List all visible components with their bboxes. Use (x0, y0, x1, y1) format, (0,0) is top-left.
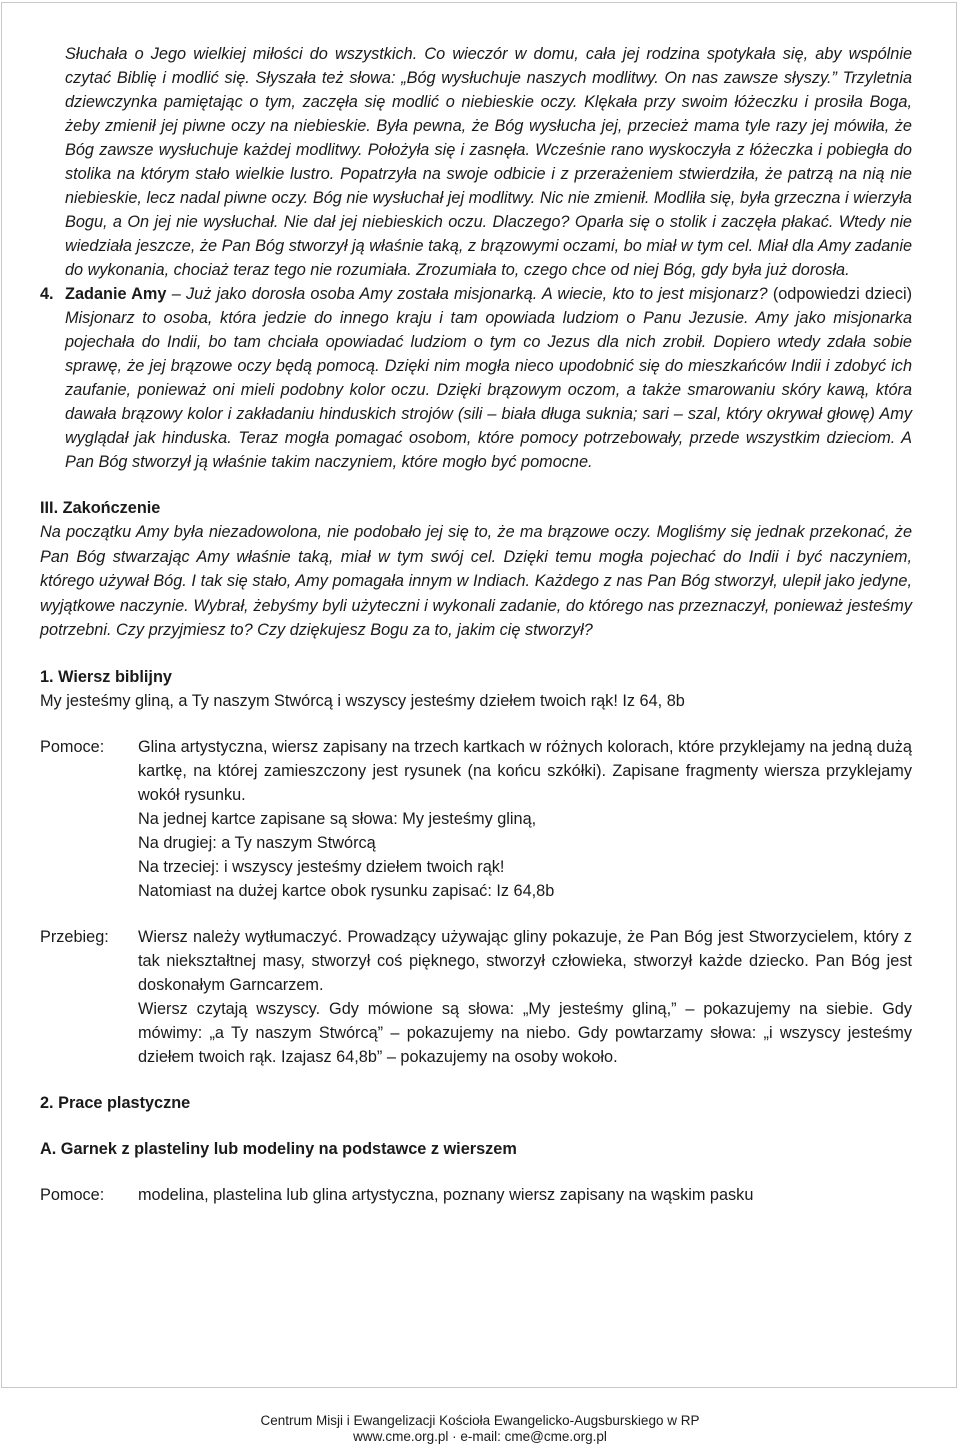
item-answer-prefix: (odpowiedzi dzieci) (767, 285, 912, 303)
pomoce-block (40, 735, 912, 903)
item-answer: Misjonarz to osoba, która jedzie do innego kraju i tam opowiada ludziom o Panu Jezusie. Amy jako misjonarka pojechała do Indii, bo tam chciała opowiadać ludziom o tym co Jezus dla nich zrobił. Dopiero wtedy zdała sobie sprawę, że jej brązowe oczy będą pomocą. Dzięki nim mogła nieco upodobnić się do mieszkańców Indii i zdobyć ich zaufanie, ponieważ oni mieli podobny kolor oczu. Dzięki brązowym oczom, a także smarowaniu skóry kawą, która dawała brązowy kolor i zakładaniu hinduskich strojów (sili – biała długa suknia; sari – szal, który okrywał głowę) Amy wyglądał jak hinduska. Teraz mogła pomagać osobom, które pomocy potrzebowały, przede wszystkim dzieciom. A Pan Bóg stworzył ją właśnie takim naczyniem, które mogło być pomocne. (65, 309, 912, 471)
item-question: Już jako dorosła osoba Amy została misjonarką. A wiecie, kto to jest misjonarz? (186, 285, 768, 303)
przebieg-label: Przebieg: (40, 927, 109, 946)
page-footer (0, 1413, 960, 1445)
conclusion-title: Zakończenie (62, 499, 161, 517)
prace-heading: 2. Prace plastyczne (40, 1093, 191, 1112)
przebieg-block (40, 925, 912, 1069)
section-item-4 (40, 282, 912, 474)
garnek-heading: A. Garnek z plasteliny lub modeliny na podstawce z wierszem (40, 1139, 517, 1158)
pomoce2-block (40, 1183, 912, 1207)
footer-org: Centrum Misji i Ewangelizacji Kościoła Ewangelicko-Augsburskiego w RP (260, 1413, 700, 1428)
pomoce-content (138, 735, 912, 903)
pomoce-line: Na drugiej: a Ty naszym Stwórcą (138, 833, 376, 852)
conclusion-text: Na początku Amy była niezadowolona, nie podobało jej się to, że ma brązowe oczy. Mogliśmy się jednak przekonać, że Pan Bóg stwarzając Amy właśnie taką, miał w tym swój cel. Dzięki temu mogła pojechać do Indii i być naczyniem, którego używał Bóg. I tak się stało, Amy pomagała innym w Indiach. Każdego z nas Pan Bóg stworzył, ulepił jako jedyne, wyjątkowe naczynie. Wybrał, żebyśmy byli użyteczni i wykonali zadanie, do którego nas przeznaczył, ponieważ jesteśmy potrzebni. Czy przyjmiesz to? Czy dziękujesz Bogu za to, jakim cię stworzył? (40, 523, 912, 639)
item-number: 4. (40, 285, 54, 303)
footer-contact: www.cme.org.pl · e-mail: cme@cme.org.pl (353, 1429, 607, 1444)
pomoce-line: Na jednej kartce zapisane są słowa: My jesteśmy gliną, (138, 809, 537, 828)
verse-heading: 1. Wiersz biblijny (40, 667, 172, 686)
przebieg-line: Wiersz czytają wszyscy. Gdy mówione są słowa: „My jesteśmy gliną,” – pokazujemy na siebie. Gdy mówimy: „a Ty naszym Stwórcą” – pokazujemy na niebo. Gdy powtarzamy słowa: „i wszyscy jesteśmy dziełem twoich rąk. Izajasz 64,8b” – pokazujemy na osoby wokoło. (138, 999, 912, 1066)
pomoce-line: Natomiast na dużej kartce obok rysunku zapisać: Iz 64,8b (138, 881, 555, 900)
pomoce-line: Na trzeciej: i wszyscy jesteśmy dziełem twoich rąk! (138, 857, 505, 876)
story-paragraph: Słuchała o Jego wielkiej miłości do wszystkich. Co wieczór w domu, cała jej rodzina spotykała się, aby wspólnie czytać Biblię i modlić się. Słyszała też słowa: „Bóg wysłuchuje naszych modlitwy. On nas zawsze słyszy.” Trzyletnia dziewczynka pamiętając o tym, zaczęła się modlić o niebieskie oczy. Klękała przy swoim łóżeczku i prosiła Boga, żeby zmienił jej piwne oczy na niebieskie. Była pewna, że Bóg wysłucha jej, przecież mama tyle razy jej mówiła, że Bóg zawsze wysłuchuje każdej modlitwy. Położyła się i zasnęła. Wcześnie rano wyskoczyła z łóżeczka i pobiegła do stolika na którym stało wielkie lustro. Popatrzyła na swoje odbicie i z przerażeniem stwierdziła, że patrzą na nią nie niebieskie, lecz nadal piwne oczy. Bóg nie wysłuchał jej modlitwy. Nic nie zmienił. Modliła się, była grzeczna i wierzyła Bogu, a On jej nie wysłuchał. Nie dał jej niebieskich oczu. Dlaczego? Oparła się o stolik i zaczęła płakać. Wtedy nie wiedziała jeszcze, że Pan Bóg stworzył ją właśnie taką, z brązowymi oczami, bo miał w tym cel. Miał dla Amy zadanie do wykonania, chociaż teraz tego nie rozumiała. Zrozumiała to, czego chce od niej Bóg, gdy była już dorosła. (65, 45, 912, 279)
item-dash: – (166, 285, 187, 303)
pomoce-label: Pomoce: (40, 737, 105, 756)
document-body (40, 42, 912, 1207)
pomoce2-label: Pomoce: (40, 1185, 105, 1204)
przebieg-content (138, 925, 912, 1069)
pomoce-line: Glina artystyczna, wiersz zapisany na trzech kartkach w różnych kolorach, które przyklejamy na jedną dużą kartkę, na której zamieszczony jest rysunek (na końcu szkółki). Zapisane fragmenty wiersza przyklejamy wokół rysunku. (138, 737, 912, 804)
conclusion-number: III. (40, 499, 59, 517)
pomoce2-text: modelina, plastelina lub glina artystyczna, poznany wiersz zapisany na wąskim pasku (138, 1185, 754, 1204)
conclusion-heading (40, 496, 912, 520)
przebieg-line: Wiersz należy wytłumaczyć. Prowadzący używając gliny pokazuje, że Pan Bóg jest Stworzycielem, który z tak niekształtnej masy, stworzył coś pięknego, stworzył człowieka, stworzył każde dziecko. Pan Bóg jest doskonałym Garncarzem. (138, 927, 912, 994)
verse-text: My jesteśmy gliną, a Ty naszym Stwórcą i wszyscy jesteśmy dziełem twoich rąk! Iz 64, 8b (40, 691, 685, 710)
item-title: Zadanie Amy (65, 285, 167, 303)
